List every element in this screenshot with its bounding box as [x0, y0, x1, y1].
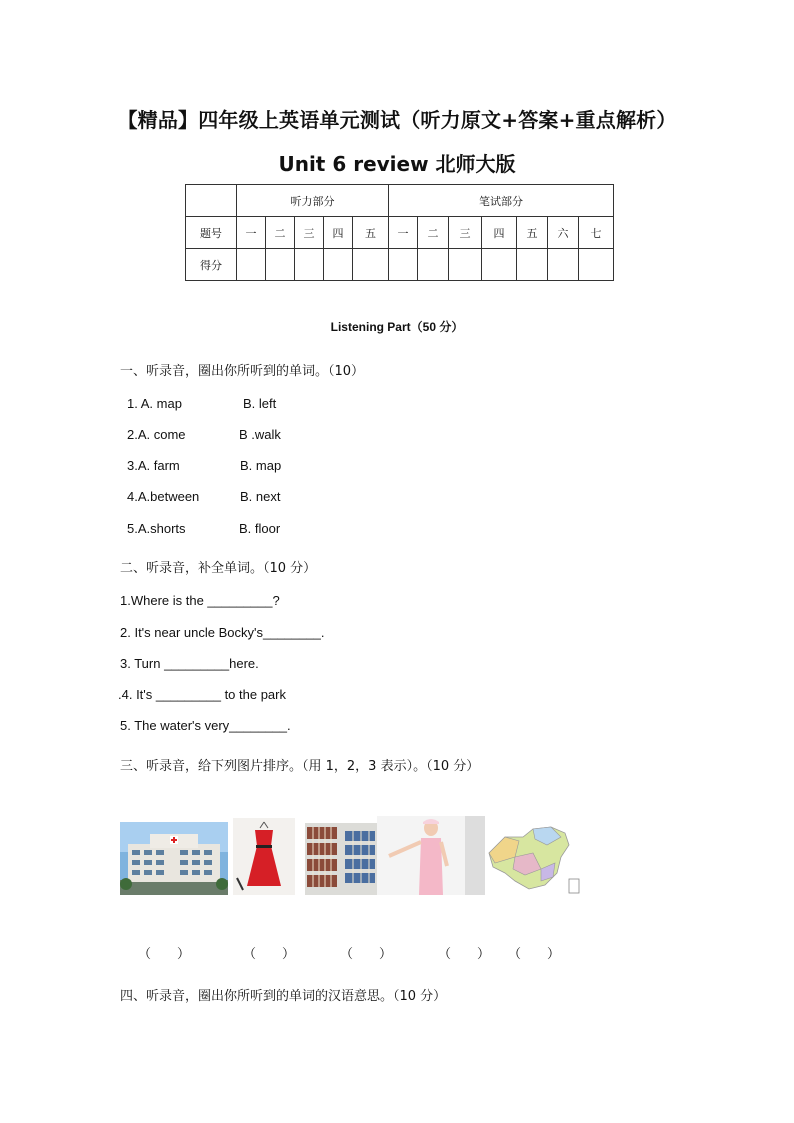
section4-heading: 四、听录音，圈出你所听到的单词的汉语意思。（10 分）: [120, 989, 447, 1004]
nurse-picture: [377, 816, 485, 895]
row-label-number: 题号: [186, 217, 237, 249]
section2-heading: 二、听录音，补全单词。（10 分）: [120, 561, 317, 576]
s1-item-5-b: B. floor: [239, 521, 281, 536]
document-subtitle: Unit 6 review 北师大版: [278, 152, 516, 176]
score-cell[interactable]: [548, 249, 579, 281]
score-cell[interactable]: [579, 249, 614, 281]
s2-item-2: 2. It's near uncle Bocky's________.: [120, 625, 325, 640]
s1-item-4-b: B. next: [240, 489, 281, 504]
order-blank-3[interactable]: （ ）: [340, 946, 393, 961]
score-cell[interactable]: [295, 249, 324, 281]
s1-item-1-b: B. left: [243, 396, 277, 411]
score-cell[interactable]: [482, 249, 517, 281]
document-title: 【精品】四年级上英语单元测试（听力原文+答案+重点解析）: [117, 108, 677, 132]
s2-item-1: 1.Where is the _________?: [120, 593, 280, 608]
score-table: [185, 184, 614, 281]
score-cell[interactable]: [517, 249, 548, 281]
writing-col: 二: [418, 217, 449, 249]
writing-header: 笔试部分: [389, 185, 614, 217]
hospital-picture: [120, 822, 228, 895]
score-cell[interactable]: [418, 249, 449, 281]
order-blank-4[interactable]: （ ）: [438, 946, 491, 961]
writing-col: 三: [449, 217, 482, 249]
china-map-picture: [485, 823, 582, 895]
s1-item-5-a: 5.A.shorts: [127, 521, 186, 536]
section1-heading: 一、听录音，圈出你所听到的单词。（10）: [120, 364, 365, 379]
section3-heading: 三、听录音，给下列图片排序。（用 1，2，3 表示）。（10 分）: [120, 759, 480, 774]
s1-item-4-a: 4.A.between: [127, 489, 200, 504]
listening-col: 五: [353, 217, 389, 249]
s1-item-1-a: 1. A. map: [127, 396, 182, 411]
s1-item-2-a: 2.A. come: [127, 427, 186, 442]
order-blank-5[interactable]: （ ）: [508, 946, 561, 961]
writing-col: 一: [389, 217, 418, 249]
score-cell[interactable]: [237, 249, 266, 281]
bookshelf-picture: [305, 823, 377, 895]
listening-header: 听力部分: [237, 185, 389, 217]
writing-col: 七: [579, 217, 614, 249]
score-cell[interactable]: [449, 249, 482, 281]
writing-col: 四: [482, 217, 517, 249]
s2-item-5: 5. The water's very________.: [120, 718, 291, 733]
listening-col: 三: [295, 217, 324, 249]
row-label-score: 得分: [186, 249, 237, 281]
listening-col: 一: [237, 217, 266, 249]
score-cell[interactable]: [266, 249, 295, 281]
score-cell[interactable]: [324, 249, 353, 281]
listening-part-heading: Listening Part（50 分）: [330, 320, 464, 334]
writing-col: 五: [517, 217, 548, 249]
red-dress-picture: [233, 818, 295, 895]
s2-item-3: 3. Turn _________here.: [120, 656, 259, 671]
score-cell[interactable]: [389, 249, 418, 281]
score-table-corner: [186, 185, 237, 217]
listening-col: 四: [324, 217, 353, 249]
s1-item-2-b: B .walk: [239, 427, 281, 442]
s1-item-3-b: B. map: [240, 458, 282, 473]
order-blank-1[interactable]: （ ）: [138, 946, 191, 961]
listening-col: 二: [266, 217, 295, 249]
writing-col: 六: [548, 217, 579, 249]
s1-item-3-a: 3.A. farm: [127, 458, 180, 473]
s2-item-4: .4. It's _________ to the park: [118, 687, 286, 702]
order-blank-2[interactable]: （ ）: [243, 946, 296, 961]
score-cell[interactable]: [353, 249, 389, 281]
